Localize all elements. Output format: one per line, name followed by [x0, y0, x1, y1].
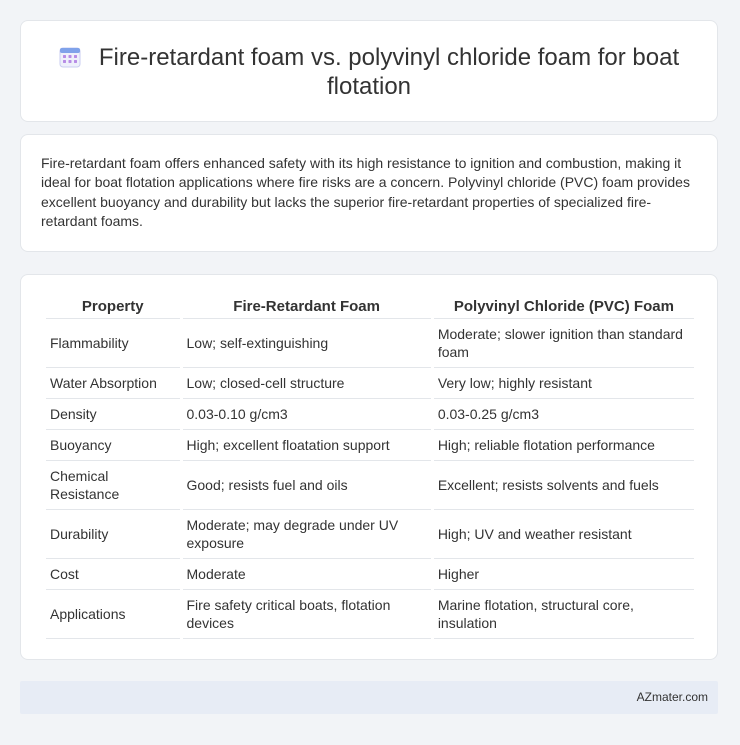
header-property: Property — [46, 295, 180, 319]
comparison-table-card — [20, 274, 718, 660]
pvc-cell: 0.03-0.25 g/cm3 — [434, 399, 694, 430]
header-fire-retardant-foam: Fire-Retardant Foam — [183, 295, 431, 319]
property-cell: Density — [46, 399, 180, 430]
pvc-cell: Moderate; slower ignition than standard foam — [434, 319, 694, 368]
property-cell: Flammability — [46, 319, 180, 368]
header-pvc-foam: Polyvinyl Chloride (PVC) Foam — [434, 295, 694, 319]
pvc-cell: High; UV and weather resistant — [434, 510, 694, 559]
table-row — [46, 368, 694, 399]
property-cell: Buoyancy — [46, 430, 180, 461]
property-cell: Chemical Resistance — [46, 461, 180, 510]
table-row — [46, 399, 694, 430]
title-card — [20, 20, 718, 122]
fire-retardant-cell: High; excellent floatation support — [183, 430, 431, 461]
fire-retardant-cell: Low; self-extinguishing — [183, 319, 431, 368]
table-row — [46, 319, 694, 368]
table-row — [46, 461, 694, 510]
property-cell: Water Absorption — [46, 368, 180, 399]
summary-card — [20, 134, 718, 252]
property-cell: Cost — [46, 559, 180, 590]
comparison-table — [43, 295, 697, 639]
footer-brand[interactable]: AZmater.com — [636, 690, 708, 704]
pvc-cell: Very low; highly resistant — [434, 368, 694, 399]
fire-retardant-cell: Fire safety critical boats, flotation devices — [183, 590, 431, 639]
calendar-icon — [59, 46, 81, 68]
pvc-cell: Higher — [434, 559, 694, 590]
table-row — [46, 510, 694, 559]
page-title — [21, 43, 717, 101]
table-header-row — [46, 295, 694, 319]
fire-retardant-cell: Moderate; may degrade under UV exposure — [183, 510, 431, 559]
pvc-cell: Excellent; resists solvents and fuels — [434, 461, 694, 510]
fire-retardant-cell: Good; resists fuel and oils — [183, 461, 431, 510]
fire-retardant-cell: Low; closed-cell structure — [183, 368, 431, 399]
table-row — [46, 430, 694, 461]
table-row — [46, 559, 694, 590]
fire-retardant-cell: Moderate — [183, 559, 431, 590]
page-title-text: Fire-retardant foam vs. polyvinyl chloride foam for boat flotation — [98, 44, 680, 100]
pvc-cell: High; reliable flotation performance — [434, 430, 694, 461]
property-cell: Applications — [46, 590, 180, 639]
footer-bar — [20, 681, 718, 714]
fire-retardant-cell: 0.03-0.10 g/cm3 — [183, 399, 431, 430]
table-row — [46, 590, 694, 639]
property-cell: Durability — [46, 510, 180, 559]
pvc-cell: Marine flotation, structural core, insulation — [434, 590, 694, 639]
summary-text: Fire-retardant foam offers enhanced safety with its high resistance to ignition and combustion, making it ideal for boat flotation applications where fire risks are a concern. Polyvinyl chloride (PVC) foam provides excellent buoyancy and durability but lacks the superior fire-retardant properties of specialized fire-retardant foams. — [41, 155, 690, 230]
